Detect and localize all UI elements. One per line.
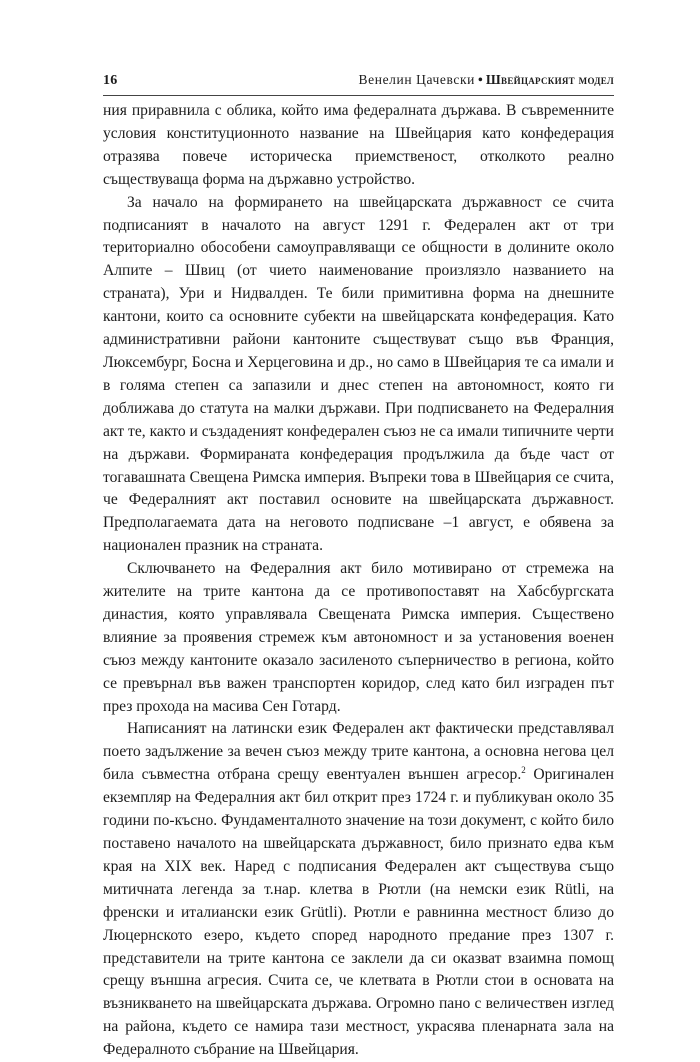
page-number: 16 bbox=[103, 73, 118, 88]
running-head-title bbox=[359, 72, 614, 88]
header-separator: • bbox=[477, 72, 483, 87]
paragraph-3: Сключването на Федералния акт било мотивирано от стремежа на жителите на трите кантона да се противопоставят на Хабсбургската династия, която управлявала Свещената Римска империя. Съществено влияние за проявения стремеж към автономност и за установения военен съюз между кантоните оказало засиленото съперничество в региона, който се превърнал във важен транспортен коридор, след като бил изграден път през прохода на масива Сен Готард. bbox=[103, 560, 614, 715]
paragraph-4 bbox=[103, 718, 614, 1062]
running-head bbox=[103, 72, 614, 94]
header-rule bbox=[103, 95, 614, 96]
author-name: Венелин Цачевски bbox=[358, 72, 475, 87]
paragraph-2: За начало на формирането на швейцарската държавност се счита подписаният в началото на август 1291 г. Федерален акт от три териториално обособени самоуправляващи се общности в долините около Алпите – Швиц (от чието наименование произлязло названието на страната), Ури и Нидвалден. Те били примитивна форма на днешните кантони, които са основните субекти на швейцарската конфедерация. Като административни райони кантоните съществуват също във Франция, Люксембург, Босна и Херцеговина и др., но само в Швейцария те са имали и в голяма степен са запазили и днес степен на автономност, която ги доближава до статута на малки държави. При подписването на Федералния акт те, както и създаденият конфедерален съюз не са имали типичните черти на държави. Формираната конфедерация продължила да бъде част от тогавашната Свещена Римска империя. Въпреки това в Швейцария се счита, че Федералният акт поставил основите на швейцарската държавност. Предполагаемата дата на неговото подписване –1 август, е обявена за национален празник на страната. bbox=[103, 193, 614, 555]
body-text bbox=[103, 100, 614, 1062]
book-title: Швейцарският модел bbox=[485, 72, 614, 87]
footnote-reference: 2 bbox=[521, 765, 526, 776]
paragraph-4-part-2: Оригинален екземпляр на Федералния акт бил открит през 1724 г. и публикуван около 35 години по-късно. Фундаменталното значение на този документ, с който било поставено началото на швейцарската държавност, било признато едва към края на XIX век. Наред с подписания Федерален акт съществува също митичната легенда за т.нар. клетва в Рютли (на немски език Rütli, на френски и италиански език Grütli). Рютли е равнинна местност близо до Люцернското езеро, където според народното предание през 1307 г. представители на трите кантона се заклели да си оказват взаимна помощ срещу външна агресия. Счита се, че клетвата в Рютли стои в основата на възникването на швейцарската държава. Огромно пано с величествен изглед на района, където се намира тази местност, украсява пленарната зала на Федералното събрание на Швейцария. bbox=[103, 766, 614, 1059]
paragraph-1: ния приравнила с облика, който има федералната държава. В съвременните условия конституционното название на Швейцария като конфедерация отразява повече историческа приемственост, отколкото реално съществуваща форма на държавно устройство. bbox=[103, 102, 614, 188]
paragraph-4-part-1: Написаният на латински език Федерален акт фактически представлявал поето задължение за вечен съюз между трите кантона, а основна негова цел била съвместна отбрана срещу евентуален външен агресор. bbox=[103, 720, 614, 784]
